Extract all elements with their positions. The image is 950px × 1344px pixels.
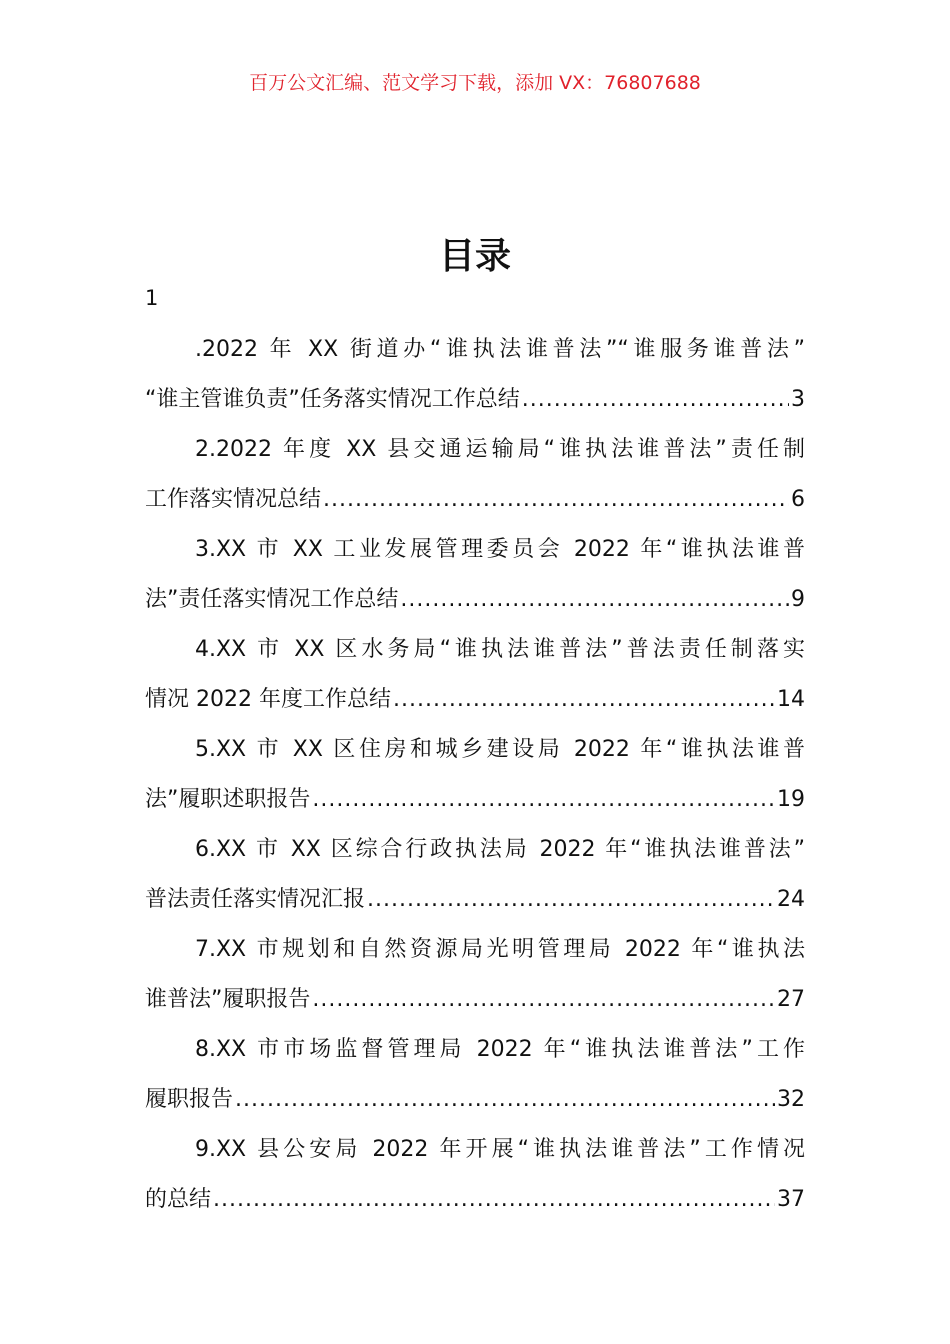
toc-entry-title-line2-row [145, 1080, 805, 1130]
toc-entry[interactable] [145, 330, 805, 430]
dot-leader [312, 980, 775, 1020]
dot-leader [235, 1080, 775, 1120]
toc-entry-title-line1: 2.2022 年度 XX 县交通运输局“谁执法谁普法”责任制 [195, 437, 805, 462]
toc-entry-page: 9 [791, 587, 805, 612]
toc-entry[interactable] [145, 730, 805, 830]
toc-entry-page: 37 [777, 1187, 805, 1212]
toc-entry-title-line2-row [145, 780, 805, 830]
toc-entry[interactable] [145, 1130, 805, 1230]
toc-entry-page: 14 [777, 687, 805, 712]
toc-entry-title-line1: 5.XX 市 XX 区住房和城乡建设局 2022 年“谁执法谁普 [195, 737, 805, 762]
toc-entry-title-line2-row [145, 380, 805, 430]
watermark-header: 百万公文汇编、范文学习下载，添加 VX：76807688 [249, 72, 701, 94]
toc-entry-title-line2: 履职报告 [145, 1087, 234, 1112]
dot-leader [393, 680, 775, 720]
dot-leader [522, 380, 789, 420]
toc-entry-title-line2-row [145, 580, 805, 630]
dot-leader [367, 880, 775, 920]
toc-entry-page: 19 [777, 787, 805, 812]
toc-entry-title-line2: 工作落实情况总结 [145, 487, 322, 512]
toc-entry-title-line1: .2022 年 XX 街道办“谁执法谁普法”“谁服务谁普法” [195, 337, 805, 362]
toc-entry-title-line1: 3.XX 市 XX 工业发展管理委员会 2022 年“谁执法谁普 [195, 537, 805, 562]
toc-entry-title-line2: 法”责任落实情况工作总结 [145, 587, 399, 612]
toc-entry-page: 3 [791, 387, 805, 412]
dot-leader [312, 780, 775, 820]
toc-entry-title-line2-row [145, 980, 805, 1030]
toc-entry-title-line2: 法”履职述职报告 [145, 787, 311, 812]
toc-entry[interactable] [145, 430, 805, 530]
toc-entry-page: 32 [777, 1087, 805, 1112]
toc-entry-title-line2-row [145, 680, 805, 730]
toc-entry-title-line2: 普法责任落实情况汇报 [145, 887, 366, 912]
toc-entry[interactable] [145, 530, 805, 630]
toc-entry-page: 27 [777, 987, 805, 1012]
toc-entry-title-line2: “谁主管谁负责”任务落实情况工作总结 [145, 387, 520, 412]
toc-number: 1 [145, 286, 159, 310]
toc-entry[interactable] [145, 630, 805, 730]
toc-entry-title-line2: 情况 2022 年度工作总结 [145, 687, 391, 712]
toc-entry[interactable] [145, 930, 805, 1030]
toc-entry-title-line2-row [145, 480, 805, 530]
toc-entry-title-line2-row [145, 1180, 805, 1230]
toc-entry-title-line1: 9.XX 县公安局 2022 年开展“谁执法谁普法”工作情况 [195, 1137, 805, 1162]
toc-entry-title-line1: 7.XX 市规划和自然资源局光明管理局 2022 年“谁执法 [195, 937, 805, 962]
toc-entry-title-line2: 谁普法”履职报告 [145, 987, 311, 1012]
toc-entry-page: 6 [791, 487, 805, 512]
toc-entry-title-line2: 的总结 [145, 1187, 212, 1212]
dot-leader [400, 580, 789, 620]
toc-entry-page: 24 [777, 887, 805, 912]
dot-leader [213, 1180, 775, 1220]
table-of-contents [145, 330, 805, 1230]
toc-entry-title-line1: 8.XX 市市场监督管理局 2022 年“谁执法谁普法”工作 [195, 1037, 805, 1062]
toc-entry-title-line2-row [145, 880, 805, 930]
toc-entry[interactable] [145, 1030, 805, 1130]
dot-leader [323, 480, 789, 520]
toc-entry[interactable] [145, 830, 805, 930]
page-title: 目录 [438, 236, 511, 277]
toc-entry-title-line1: 6.XX 市 XX 区综合行政执法局 2022 年“谁执法谁普法” [195, 837, 805, 862]
toc-entry-title-line1: 4.XX 市 XX 区水务局“谁执法谁普法”普法责任制落实 [195, 637, 805, 662]
